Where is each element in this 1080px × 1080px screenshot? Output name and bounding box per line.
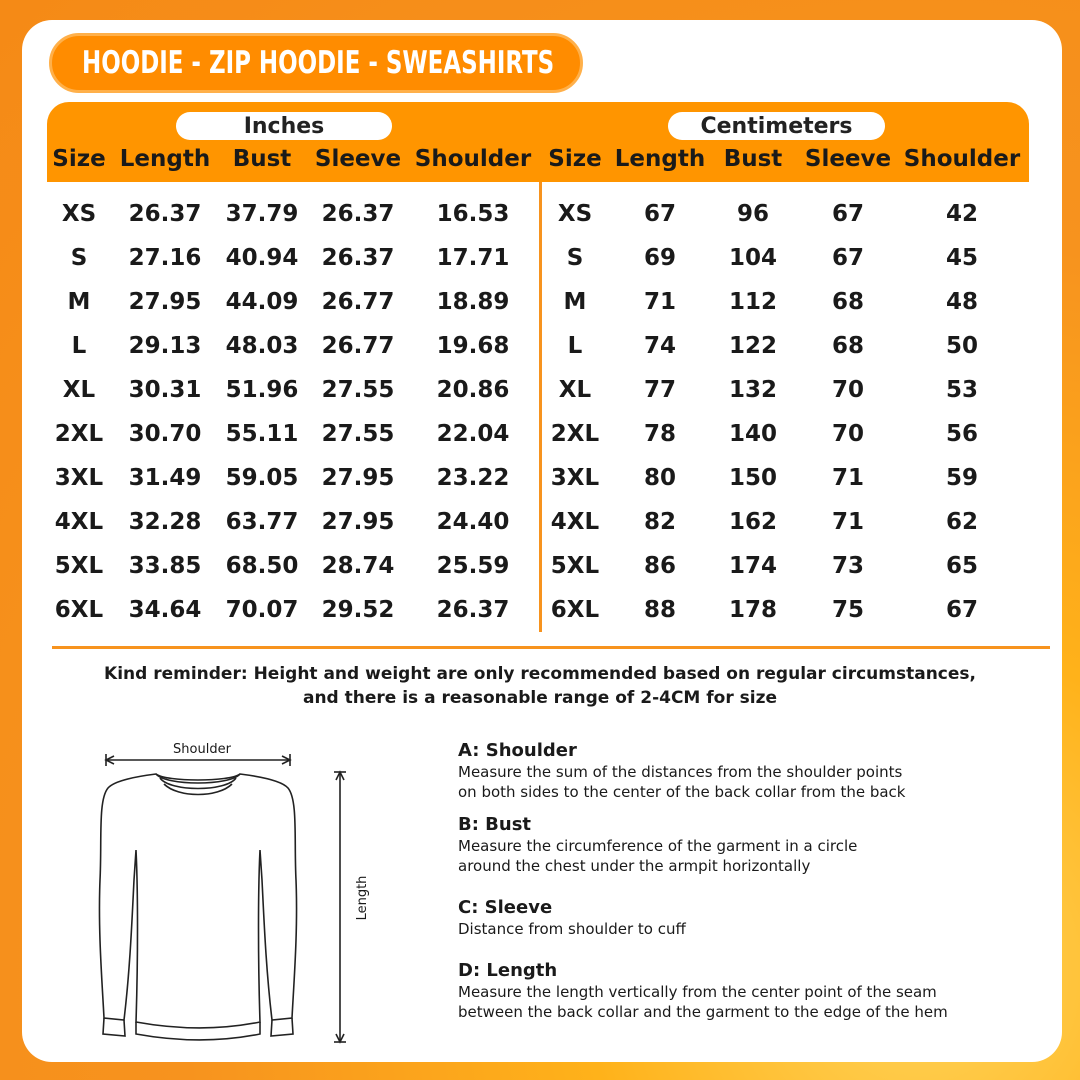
measurement-description: around the chest under the armpit horizontally <box>458 857 811 875</box>
table-cell-inches: 2XL <box>54 421 104 447</box>
table-cell-inches: 6XL <box>54 597 104 623</box>
table-cell-inches: 29.52 <box>321 597 395 623</box>
measurement-title: D: Length <box>458 960 558 981</box>
reminder-line-2: and there is a reasonable range of 2-4CM for size <box>302 688 778 708</box>
table-cell-inches: 4XL <box>54 509 104 535</box>
table-cell-cm: XS <box>557 201 593 227</box>
measurement-title: B: Bust <box>458 814 532 835</box>
table-cell-cm: 71 <box>831 465 865 491</box>
table-cell-inches: 19.68 <box>436 333 510 359</box>
column-header-inches-bust: Bust <box>232 146 292 172</box>
table-cell-cm: 67 <box>831 201 865 227</box>
sweatshirt-diagram <box>70 730 390 1050</box>
title-banner <box>49 33 583 93</box>
table-cell-inches: 26.77 <box>321 333 395 359</box>
table-cell-cm: 45 <box>945 245 979 271</box>
measurement-description: on both sides to the center of the back collar from the back <box>458 783 906 801</box>
table-cell-cm: 2XL <box>550 421 600 447</box>
table-cell-cm: 59 <box>945 465 979 491</box>
measurement-title: A: Shoulder <box>458 740 577 761</box>
table-cell-inches: 28.74 <box>321 553 395 579</box>
table-cell-inches: 26.37 <box>128 201 202 227</box>
column-header-inches-sleeve: Sleeve <box>314 146 402 172</box>
table-cell-inches: 40.94 <box>225 245 299 271</box>
measurement-item <box>458 740 905 802</box>
kind-reminder <box>60 662 1020 710</box>
table-cell-cm: XL <box>558 377 592 403</box>
table-cell-cm: 96 <box>736 201 770 227</box>
column-header-cm-length: Length <box>614 146 706 172</box>
table-cell-inches: 17.71 <box>436 245 510 271</box>
column-header-cm-sleeve: Sleeve <box>804 146 892 172</box>
table-cell-cm: 174 <box>728 553 778 579</box>
measurement-description: Measure the sum of the distances from the shoulder points <box>458 763 903 781</box>
table-cell-cm: 65 <box>945 553 979 579</box>
table-cell-inches: 29.13 <box>128 333 202 359</box>
table-cell-cm: 82 <box>643 509 677 535</box>
table-cell-inches: 44.09 <box>225 289 299 315</box>
table-cell-inches: 33.85 <box>128 553 202 579</box>
table-cell-cm: 104 <box>728 245 778 271</box>
table-cell-cm: 48 <box>945 289 979 315</box>
table-cell-inches: 70.07 <box>225 597 299 623</box>
page-title: HOODIE - ZIP HOODIE - SWEASHIRTS <box>82 45 555 81</box>
table-cell-inches: 3XL <box>54 465 104 491</box>
table-cell-cm: 74 <box>643 333 677 359</box>
table-cell-cm: 70 <box>831 421 865 447</box>
table-cell-inches: XL <box>62 377 96 403</box>
table-cell-inches: 59.05 <box>225 465 299 491</box>
inches-label: Inches <box>176 112 392 140</box>
table-cell-inches: S <box>70 245 88 271</box>
table-cell-cm: 53 <box>945 377 979 403</box>
table-cell-inches: 16.53 <box>436 201 510 227</box>
table-cell-inches: 25.59 <box>436 553 510 579</box>
table-cell-cm: 4XL <box>550 509 600 535</box>
table-cell-inches: 48.03 <box>225 333 299 359</box>
table-cell-inches: 32.28 <box>128 509 202 535</box>
table-cell-inches: 18.89 <box>436 289 510 315</box>
table-cell-inches: 23.22 <box>436 465 510 491</box>
table-cell-inches: 20.86 <box>436 377 510 403</box>
table-cell-cm: M <box>563 289 587 315</box>
table-cell-inches: 27.95 <box>321 465 395 491</box>
table-cell-cm: 3XL <box>550 465 600 491</box>
column-header-cm-size: Size <box>548 146 602 172</box>
table-cell-cm: 50 <box>945 333 979 359</box>
table-cell-cm: 71 <box>831 509 865 535</box>
table-cell-inches: 27.95 <box>321 509 395 535</box>
column-header-inches-shoulder: Shoulder <box>414 146 532 172</box>
table-cell-inches: 5XL <box>54 553 104 579</box>
table-cell-inches: 27.55 <box>321 377 395 403</box>
table-cell-cm: 68 <box>831 289 865 315</box>
table-cell-cm: 69 <box>643 245 677 271</box>
table-cell-cm: 80 <box>643 465 677 491</box>
table-cell-cm: 56 <box>945 421 979 447</box>
table-cell-cm: 70 <box>831 377 865 403</box>
table-cell-cm: 71 <box>643 289 677 315</box>
table-cell-cm: 5XL <box>550 553 600 579</box>
table-cell-cm: 150 <box>728 465 778 491</box>
column-header-cm-bust: Bust <box>723 146 783 172</box>
table-cell-cm: 112 <box>728 289 778 315</box>
table-cell-inches: 27.16 <box>128 245 202 271</box>
table-cell-cm: 86 <box>643 553 677 579</box>
table-cell-inches: 26.77 <box>321 289 395 315</box>
table-cell-inches: 26.37 <box>321 201 395 227</box>
table-cell-inches: XS <box>61 201 97 227</box>
table-cell-inches: 37.79 <box>225 201 299 227</box>
table-cell-cm: 178 <box>728 597 778 623</box>
measurement-title: C: Sleeve <box>458 897 553 918</box>
table-cell-cm: 75 <box>831 597 865 623</box>
table-cell-cm: 62 <box>945 509 979 535</box>
measurement-item <box>458 897 686 939</box>
table-cell-inches: L <box>71 333 87 359</box>
column-header-inches-size: Size <box>52 146 106 172</box>
table-cell-inches: 26.37 <box>321 245 395 271</box>
table-cell-cm: 162 <box>728 509 778 535</box>
table-cell-inches: 26.37 <box>436 597 510 623</box>
table-cell-cm: 42 <box>945 201 979 227</box>
length-label: Length <box>355 875 370 921</box>
table-cell-cm: 77 <box>643 377 677 403</box>
table-cell-inches: 63.77 <box>225 509 299 535</box>
table-cell-inches: 22.04 <box>436 421 510 447</box>
table-cell-inches: 55.11 <box>225 421 299 447</box>
measurement-description: between the back collar and the garment to the edge of the hem <box>458 1003 948 1021</box>
table-cell-cm: 88 <box>643 597 677 623</box>
section-divider <box>52 646 1050 649</box>
table-cell-cm: 140 <box>728 421 778 447</box>
centimeters-label: Centimeters <box>668 112 885 140</box>
table-cell-inches: 27.55 <box>321 421 395 447</box>
table-cell-cm: 67 <box>831 245 865 271</box>
table-cell-inches: M <box>67 289 91 315</box>
table-cell-cm: 78 <box>643 421 677 447</box>
table-cell-inches: 31.49 <box>128 465 202 491</box>
column-header-inches-length: Length <box>119 146 211 172</box>
table-cell-inches: 51.96 <box>225 377 299 403</box>
table-cell-cm: 67 <box>945 597 979 623</box>
reminder-line-1: Kind reminder: Height and weight are only recommended based on regular circumstances, <box>104 664 976 684</box>
shoulder-label: Shoulder <box>173 742 231 757</box>
measurement-item <box>458 814 857 876</box>
measurement-description: Measure the circumference of the garment in a circle <box>458 837 858 855</box>
table-cell-inches: 68.50 <box>225 553 299 579</box>
table-cell-inches: 30.31 <box>128 377 202 403</box>
table-cell-inches: 24.40 <box>436 509 510 535</box>
table-cell-cm: 67 <box>643 201 677 227</box>
table-cell-cm: 132 <box>728 377 778 403</box>
table-cell-cm: S <box>566 245 584 271</box>
table-cell-cm: L <box>567 333 583 359</box>
table-cell-cm: 122 <box>728 333 778 359</box>
table-cell-inches: 30.70 <box>128 421 202 447</box>
column-header-cm-shoulder: Shoulder <box>903 146 1021 172</box>
measurement-description: Distance from shoulder to cuff <box>458 920 686 938</box>
table-cell-cm: 6XL <box>550 597 600 623</box>
table-cell-inches: 34.64 <box>128 597 202 623</box>
sweatshirt-outline <box>99 774 296 1028</box>
table-cell-cm: 68 <box>831 333 865 359</box>
table-cell-inches: 27.95 <box>128 289 202 315</box>
measurement-item <box>458 960 948 1022</box>
table-divider <box>539 182 542 632</box>
measurement-description: Measure the length vertically from the center point of the seam <box>458 983 937 1001</box>
table-cell-cm: 73 <box>831 553 865 579</box>
